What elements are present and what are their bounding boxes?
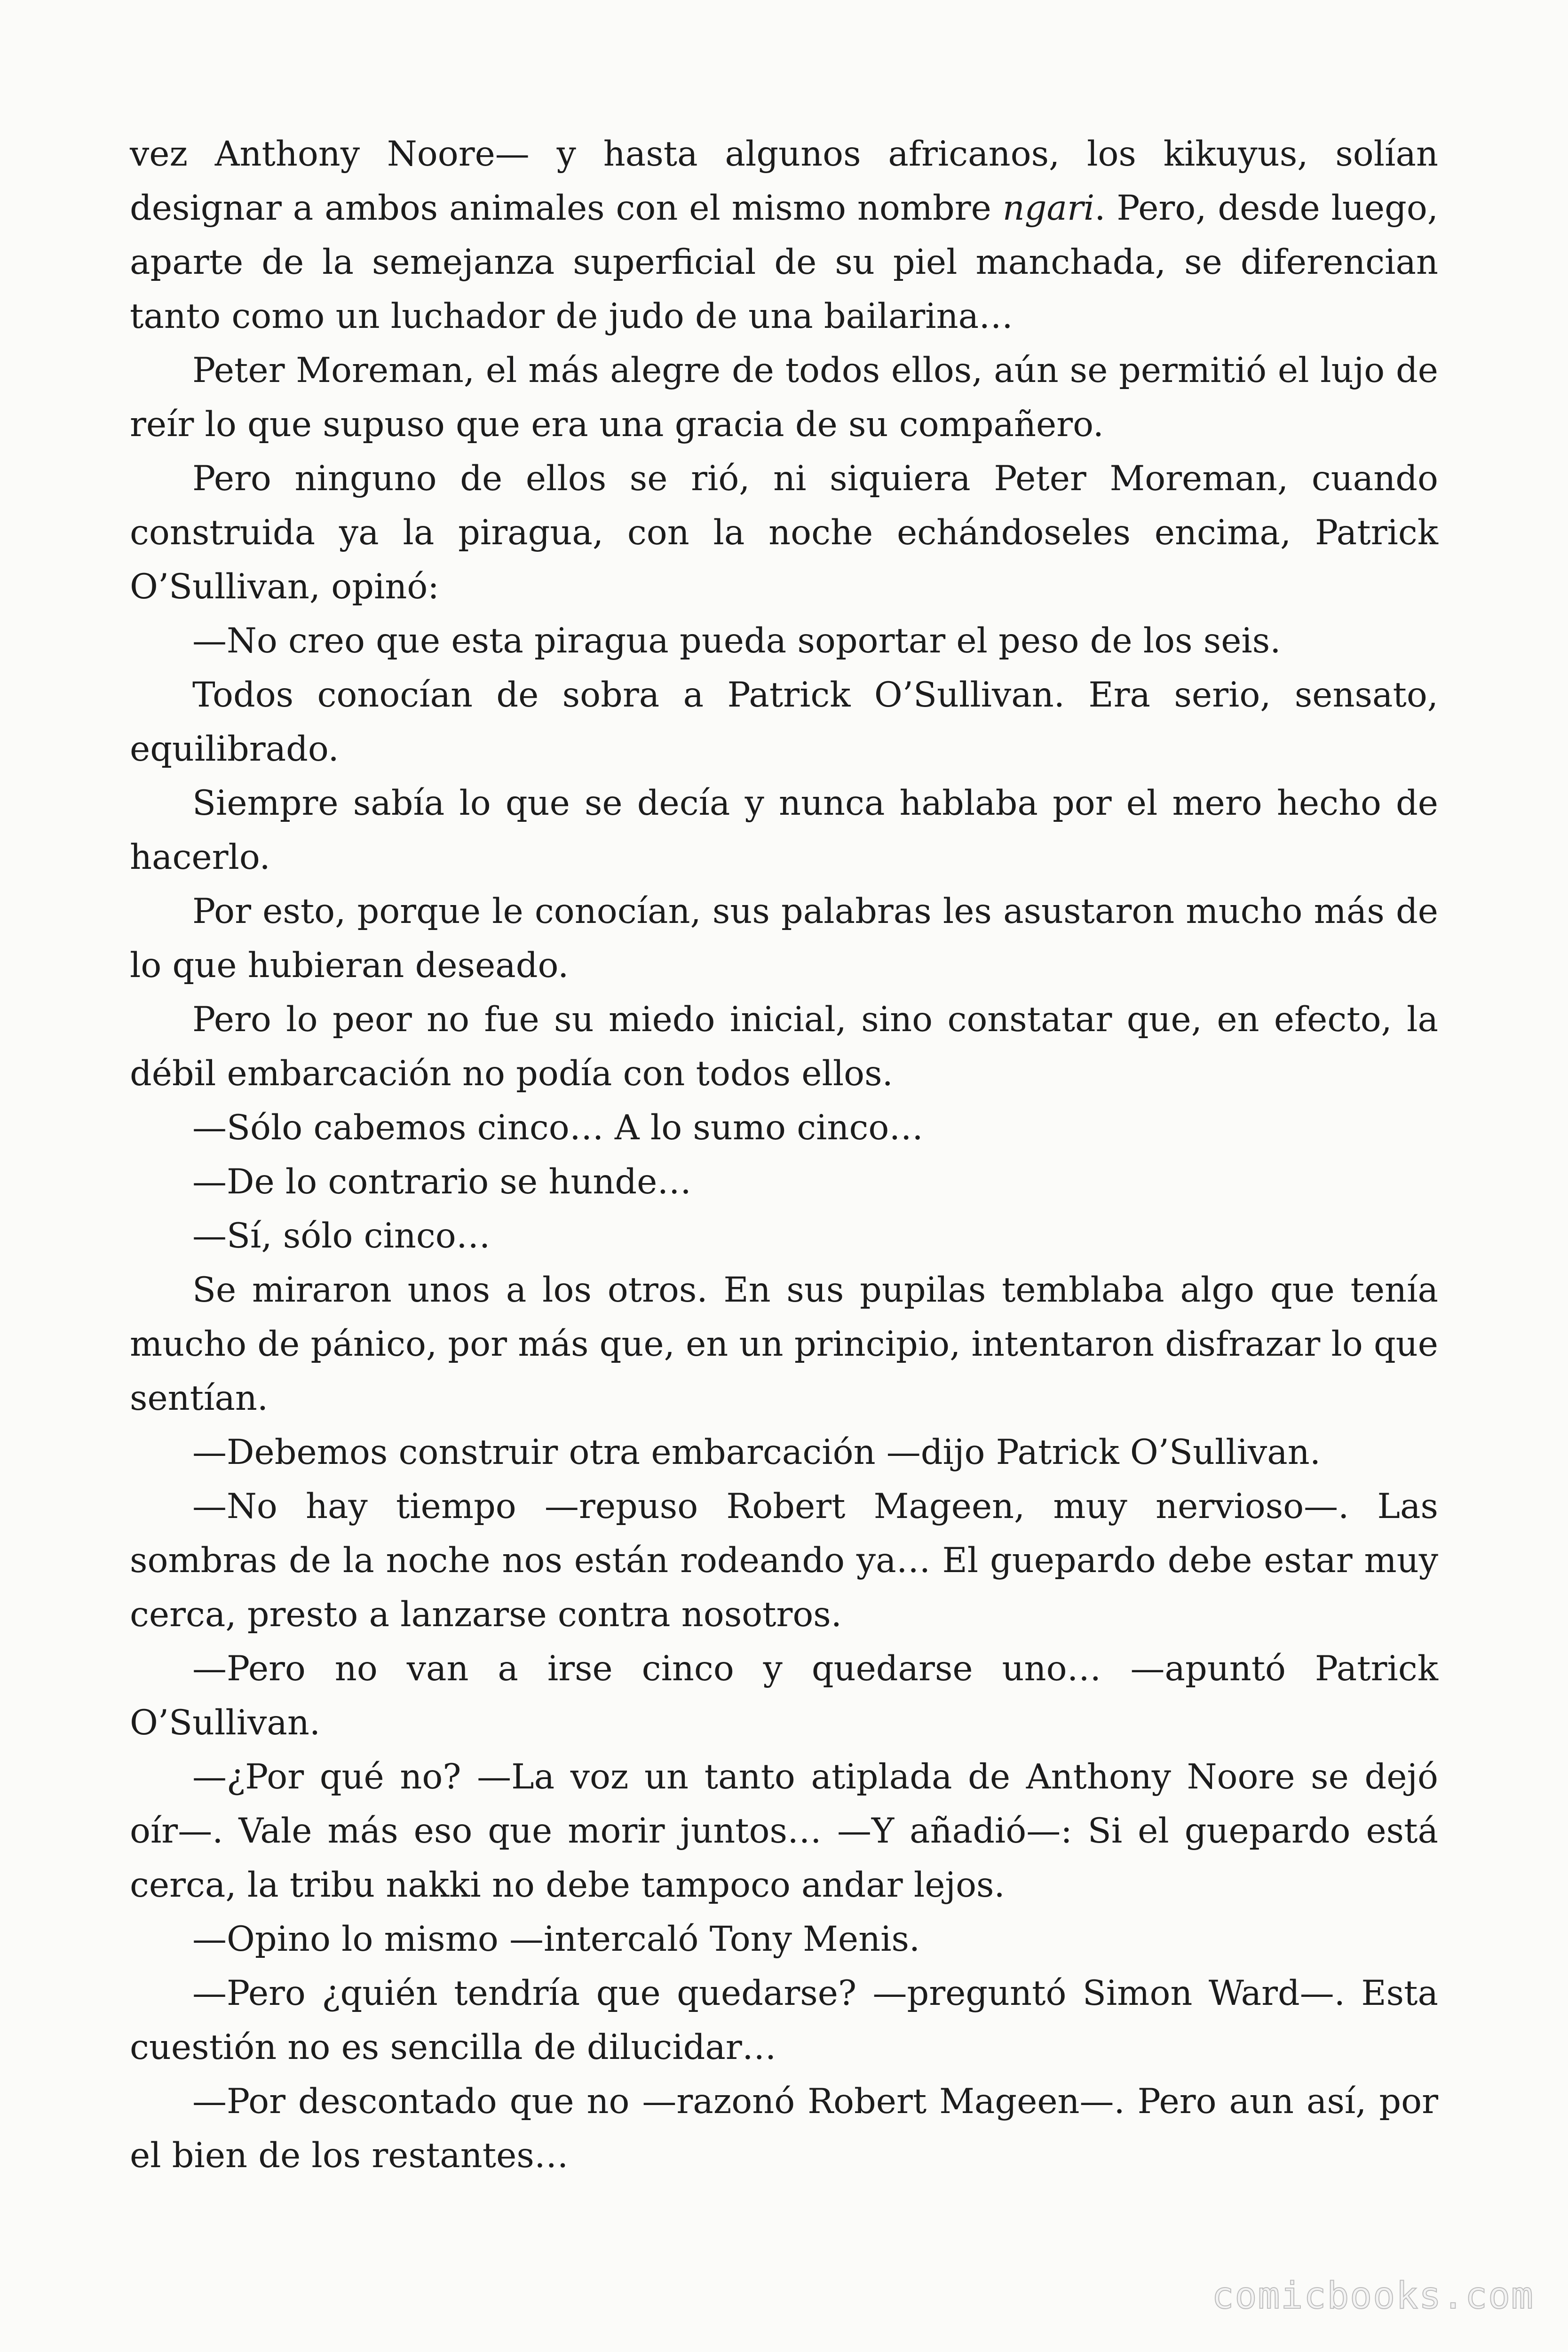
dialogue-line: —De lo contrario se hunde… bbox=[192, 1162, 692, 1202]
italic-word: ngari bbox=[1002, 188, 1095, 228]
dialogue-line: —Sí, sólo cinco… bbox=[192, 1216, 491, 1256]
dialogue-line: —Pero no van a irse cinco y quedarse uno… —apuntó Patrick O’Sullivan. bbox=[130, 1649, 1438, 1743]
dialogue-line: —Pero ¿quién tendría que quedarse? —preguntó Simon Ward—. Esta cuestión no es sencilla de dilucidar… bbox=[130, 1973, 1438, 2067]
paragraph: Peter Moreman, el más alegre de todos ellos, aún se permitió el lujo de reír lo que supuso que era una gracia de su compañero. bbox=[130, 350, 1438, 445]
dialogue-line: —Opino lo mismo —intercaló Tony Menis. bbox=[192, 1919, 920, 1959]
paragraph: Siempre sabía lo que se decía y nunca hablaba por el mero hecho de hacerlo. bbox=[130, 783, 1438, 877]
paragraph-text: . Pero, desde luego, aparte de la semejanza superficial de su piel manchada, se diferencian tanto como un luchador de judo de una bailarina… bbox=[130, 188, 1439, 336]
paragraph: Por esto, porque le conocían, sus palabras les asustaron mucho más de lo que hubieran deseado. bbox=[130, 891, 1438, 985]
paragraph: Se miraron unos a los otros. En sus pupilas temblaba algo que tenía mucho de pánico, por más que, en un principio, intentaron disfrazar lo que sentían. bbox=[130, 1270, 1438, 1418]
dialogue-line: —No creo que esta piragua pueda soportar el peso de los seis. bbox=[192, 621, 1281, 661]
watermark: comicbooks.com bbox=[1212, 2275, 1534, 2317]
dialogue-line: —¿Por qué no? —La voz un tanto atiplada de Anthony Noore se dejó oír—. Vale más eso que morir juntos… —Y añadió—: Si el guepardo está cerca, la tribu nakki no debe tampoco andar lejos. bbox=[130, 1757, 1438, 1905]
dialogue-line: —Debemos construir otra embarcación —dijo Patrick O’Sullivan. bbox=[192, 1432, 1321, 1472]
page-body bbox=[130, 127, 1438, 2183]
dialogue-line: —Por descontado que no —razonó Robert Mageen—. Pero aun así, por el bien de los restantes… bbox=[130, 2082, 1438, 2176]
dialogue-line: —Sólo cabemos cinco… A lo sumo cinco… bbox=[192, 1108, 924, 1148]
dialogue-line: —No hay tiempo —repuso Robert Mageen, muy nervioso—. Las sombras de la noche nos están rodeando ya… El guepardo debe estar muy cerca, presto a lanzarse contra nosotros. bbox=[130, 1486, 1438, 1635]
paragraph-continued bbox=[130, 127, 1438, 343]
paragraph: Todos conocían de sobra a Patrick O’Sullivan. Era serio, sensato, equilibrado. bbox=[130, 675, 1438, 769]
paragraph: Pero ninguno de ellos se rió, ni siquiera Peter Moreman, cuando construida ya la piragua, con la noche echándoseles encima, Patrick O’Sullivan, opinó: bbox=[130, 459, 1438, 607]
paragraph: Pero lo peor no fue su miedo inicial, sino constatar que, en efecto, la débil embarcación no podía con todos ellos. bbox=[130, 1000, 1438, 1094]
paragraph-text: vez Anthony Noore— y hasta algunos africanos, los kikuyus, solían designar a ambos animales con el mismo nombre bbox=[130, 134, 1438, 228]
